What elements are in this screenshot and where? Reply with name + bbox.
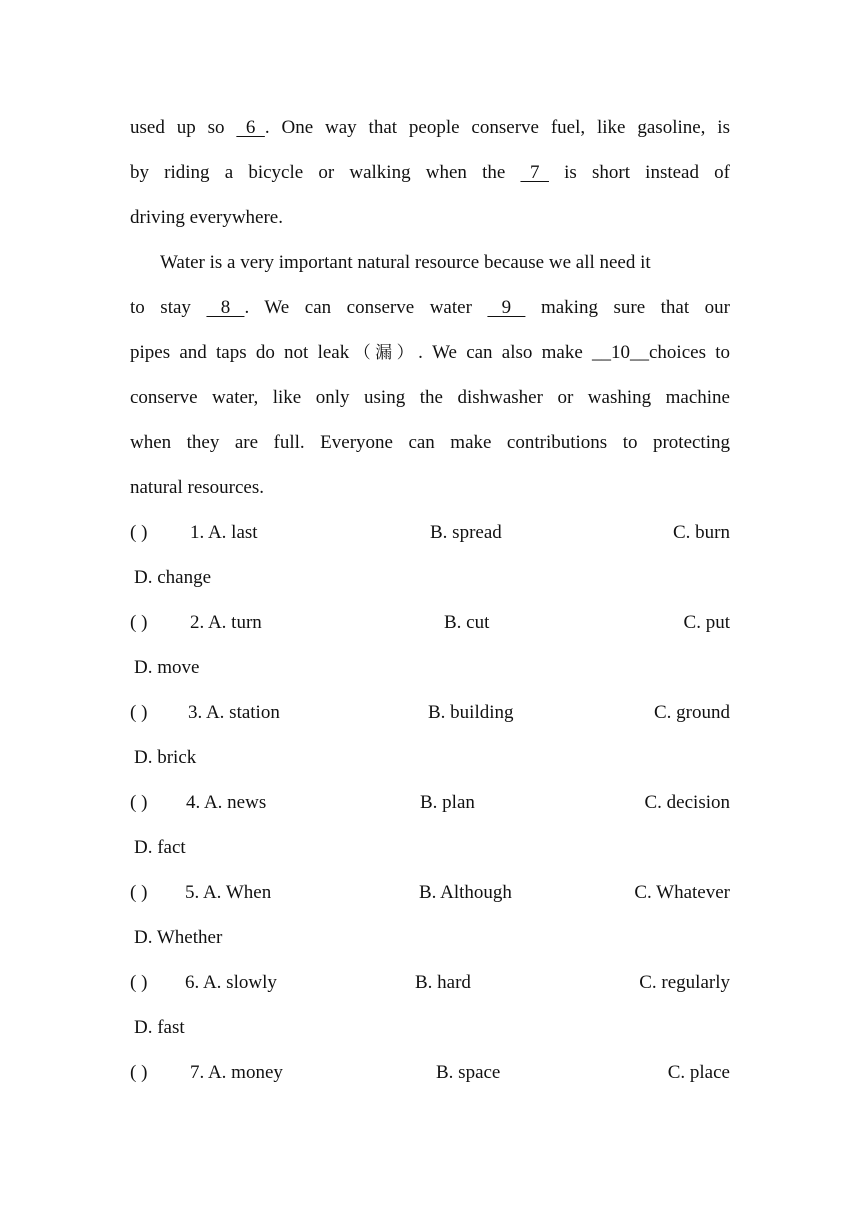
passage-line: to stay 8 . We can conserve water 9 making sure that our — [130, 294, 730, 322]
option-b: B. Although — [419, 882, 512, 903]
option-a: 5. A. When — [185, 882, 272, 903]
question-row — [130, 699, 730, 727]
option-d: D. fast — [134, 1017, 185, 1038]
option-d: D. brick — [134, 747, 197, 768]
answer-bracket[interactable]: ( ) — [130, 882, 148, 903]
blank-8: 8 — [206, 297, 245, 318]
passage-line: Water is a very important natural resource because we all need it — [160, 252, 651, 273]
blank-7: 7 — [520, 162, 549, 183]
option-b: B. plan — [420, 792, 475, 813]
option-c: C. Whatever — [634, 882, 730, 903]
option-a: 6. A. slowly — [185, 972, 277, 993]
passage-line: natural resources. — [130, 477, 264, 498]
chinese-gloss: （漏） — [349, 343, 419, 363]
passage-line: when they are full. Everyone can make contributions to protecting — [130, 432, 730, 453]
blank-6: 6 — [236, 117, 265, 138]
option-c: C. place — [667, 1062, 730, 1083]
option-a: 7. A. money — [190, 1062, 283, 1083]
option-a: 4. A. news — [186, 792, 267, 813]
question-row — [130, 789, 730, 817]
answer-bracket[interactable]: ( ) — [130, 1062, 148, 1083]
passage-line: used up so 6 . One way that people conserve fuel, like gasoline, is — [130, 114, 730, 142]
option-a: 2. A. turn — [190, 612, 262, 633]
option-c: C. put — [683, 612, 730, 633]
answer-bracket[interactable]: ( ) — [130, 702, 148, 723]
option-b: B. building — [428, 702, 514, 723]
option-c: C. burn — [673, 522, 730, 543]
passage-line: driving everywhere. — [130, 207, 283, 228]
blank-9: 9 — [487, 297, 526, 318]
question-row — [130, 519, 730, 547]
blank-10: __10__ — [592, 342, 649, 363]
option-c: C. ground — [654, 702, 730, 723]
question-row — [130, 1059, 730, 1087]
option-d: D. Whether — [134, 927, 223, 948]
option-c: C. regularly — [639, 972, 730, 993]
passage-line: by riding a bicycle or walking when the 7 is short instead of — [130, 159, 730, 187]
option-b: B. space — [436, 1062, 501, 1083]
answer-bracket[interactable]: ( ) — [130, 612, 148, 633]
option-a: 3. A. station — [188, 702, 280, 723]
answer-bracket[interactable]: ( ) — [130, 522, 148, 543]
answer-bracket[interactable]: ( ) — [130, 792, 148, 813]
option-d: D. change — [134, 567, 212, 588]
question-row — [130, 879, 730, 907]
option-a: 1. A. last — [190, 522, 258, 543]
option-b: B. spread — [430, 522, 502, 543]
option-c: C. decision — [644, 792, 730, 813]
option-b: B. hard — [415, 972, 471, 993]
option-d: D. move — [134, 657, 200, 678]
passage-line: pipes and taps do not leak（漏）. We can also make __10__choices to — [130, 342, 730, 363]
option-d: D. fact — [134, 837, 186, 858]
passage-line: conserve water, like only using the dishwasher or washing machine — [130, 387, 730, 408]
question-row — [130, 609, 730, 637]
answer-bracket[interactable]: ( ) — [130, 972, 148, 993]
option-b: B. cut — [444, 612, 490, 633]
question-row — [130, 969, 730, 997]
